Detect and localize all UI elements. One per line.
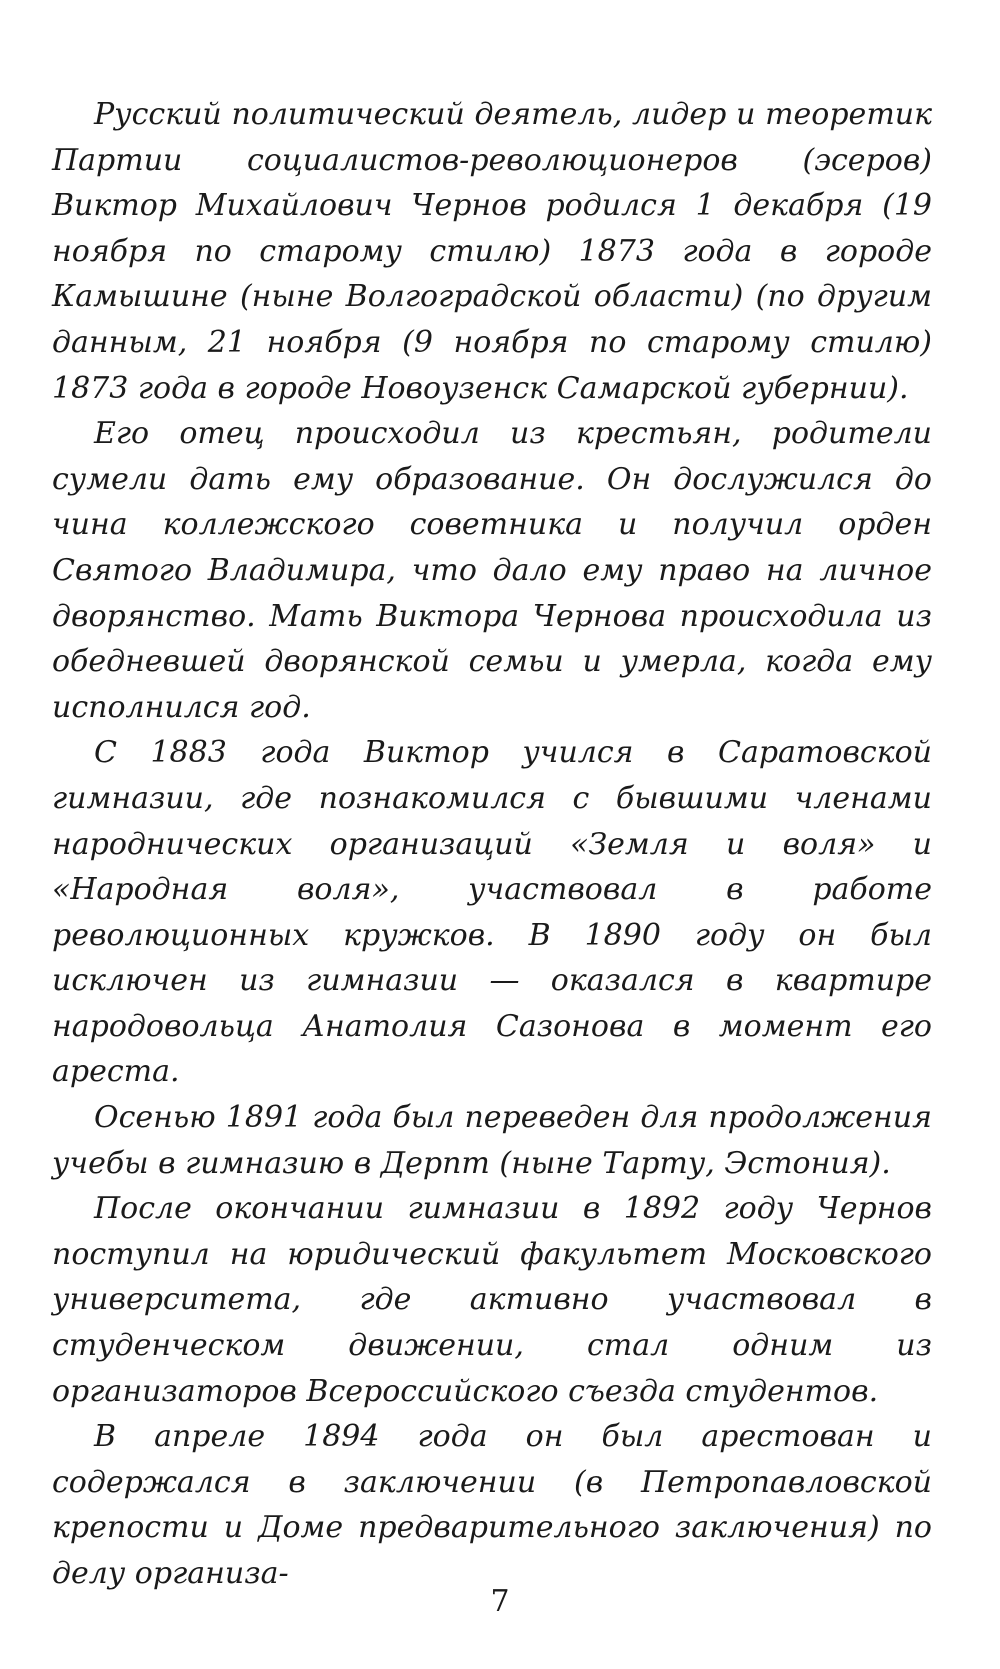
paragraph-5: После окончании гимназии в 1892 году Чернов поступил на юридический факультет Московского университета, где активно участвовал в студенческом движении, стал одним из организаторов Всероссийского съезда студентов. [52, 1191, 932, 1409]
paragraph-6: В апреле 1894 года он был арестован и содержался в заключении (в Петропавловской крепости и Доме предварительного заключения) по делу организа- [52, 1419, 932, 1591]
paragraph-1: Русский политический деятель, лидер и теоретик Партии социалистов-революционеров (эсеров) Виктор Михайлович Чернов родился 1 декабря (19 ноября по старому стилю) 1873 года в городе Камышине (ныне Волгоградской области) (по другим данным, 21 ноября (9 ноября по старому стилю) 1873 года в городе Новоузенск Самарской губернии). [52, 97, 932, 406]
paragraph-4: Осенью 1891 года был переведен для продолжения учебы в гимназию в Дерпт (ныне Тарту, Эстония). [52, 1100, 932, 1181]
paragraph-2: Его отец происходил из крестьян, родители сумели дать ему образование. Он дослужился до чина коллежского советника и получил орден Святого Владимира, что дало ему право на личное дворянство. Мать Виктора Чернова происходила из обедневшей дворянской семьи и умерла, когда ему исполнился год. [52, 416, 932, 725]
page-number: 7 [490, 1584, 510, 1619]
paragraph-3: С 1883 года Виктор учился в Саратовской гимназии, где познакомился с бывшими членами народнических организаций «Земля и воля» и «Народная воля», участвовал в работе революционных кружков. В 1890 году он был исключен из гимназии — оказался в квартире народовольца Анатолия Сазонова в момент его ареста. [52, 735, 932, 1090]
body-text [52, 92, 932, 1597]
